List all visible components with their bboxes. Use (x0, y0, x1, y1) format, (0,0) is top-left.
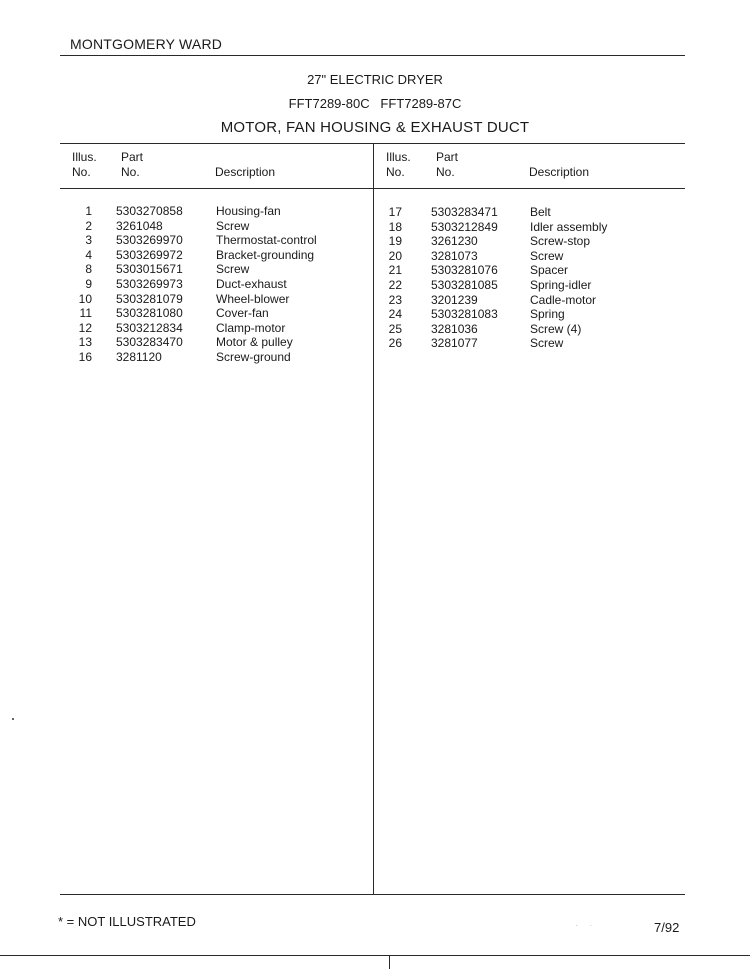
part-number: 3281120 (116, 349, 162, 364)
illus-number: 3 (85, 233, 92, 248)
part-description: Screw-ground (216, 349, 291, 364)
illus-number: 23 (388, 292, 402, 307)
model-numbers: FFT7289-80C FFT7289-87C (288, 96, 462, 111)
right-illus-header: Illus. No. (386, 150, 411, 179)
illus-number: 26 (388, 336, 402, 351)
right-parts-list (0, 205, 750, 351)
part-description: Screw (530, 336, 564, 351)
illus-number: 21 (388, 263, 402, 278)
part-number: 5303283471 (431, 205, 498, 219)
part-number: 5303281080 (116, 306, 183, 321)
page-bottom-tick (389, 955, 390, 969)
right-description-header: Description (529, 165, 590, 179)
part-description: Clamp-motor (216, 320, 286, 335)
part-number: 5303281083 (431, 307, 498, 322)
section-title: MOTOR, FAN HOUSING & EXHAUST DUCT (220, 119, 530, 136)
part-number: 5303015671 (116, 262, 183, 277)
scan-speck (12, 718, 14, 720)
table-bottom-rule (60, 894, 685, 895)
illus-number: 25 (388, 321, 402, 336)
left-description-header: Description (215, 165, 276, 179)
illus-number: 12 (78, 320, 92, 335)
illus-number: 10 (78, 291, 92, 306)
part-number: 5303212834 (116, 320, 183, 335)
illus-number: 19 (388, 234, 402, 249)
illus-number: 1 (85, 204, 92, 218)
table-row (0, 278, 750, 293)
part-description: Screw (216, 218, 250, 233)
table-row (0, 293, 750, 308)
illus-number: 11 (79, 306, 92, 321)
part-number: 5303281085 (431, 277, 498, 292)
part-number: 3281073 (431, 248, 478, 263)
part-description: Belt (530, 205, 551, 219)
part-description: Thermostat-control (216, 233, 317, 248)
part-description: Spacer (530, 263, 569, 278)
header-rule (60, 55, 685, 56)
illus-number: 16 (78, 349, 92, 364)
part-number: 5303269973 (116, 276, 183, 291)
table-row (0, 322, 750, 337)
part-description: Cadle-motor (530, 292, 597, 307)
table-row (0, 249, 750, 264)
table-row (0, 263, 750, 278)
part-number: 5303281079 (116, 291, 183, 306)
scan-smudge: · · (575, 920, 597, 931)
illus-number: 20 (388, 248, 402, 263)
illus-number: 2 (85, 218, 92, 233)
left-part-header: Part No. (121, 150, 144, 179)
illus-number: 8 (85, 262, 92, 277)
part-description: Spring (530, 307, 565, 322)
document-title: 27" ELECTRIC DRYER (307, 72, 443, 87)
part-description: Screw (530, 248, 564, 263)
part-description: Spring-idler (530, 277, 592, 292)
table-row (0, 336, 750, 351)
part-description: Bracket-grounding (216, 247, 315, 262)
part-description: Cover-fan (216, 306, 269, 321)
page-bottom-rule (0, 955, 750, 956)
part-description: Screw-stop (530, 234, 591, 249)
part-number: 5303283470 (116, 335, 183, 350)
part-number: 5303269972 (116, 247, 183, 262)
revision-date: 7/92 (654, 920, 680, 935)
illus-number: 17 (388, 205, 402, 219)
part-description: Screw (216, 262, 250, 277)
part-number: 3261048 (116, 218, 163, 233)
part-description: Idler assembly (530, 219, 608, 234)
part-number: 5303212849 (431, 219, 498, 234)
illus-number: 9 (85, 276, 92, 291)
table-row (0, 350, 373, 365)
illus-number: 13 (78, 335, 92, 350)
illus-number: 22 (388, 277, 402, 292)
part-number: 5303269970 (116, 233, 183, 248)
part-number: 3281036 (431, 321, 478, 336)
part-number: 3281077 (431, 336, 478, 351)
table-row (0, 307, 750, 322)
not-illustrated-note: * = NOT ILLUSTRATED (58, 914, 196, 929)
illus-number: 18 (388, 219, 402, 234)
right-part-header: Part No. (436, 150, 459, 179)
part-description: Duct-exhaust (216, 276, 287, 291)
left-illus-header: Illus. No. (72, 150, 97, 179)
part-number: 5303270858 (116, 204, 183, 218)
brand-name: MONTGOMERY WARD (70, 36, 223, 52)
part-description: Wheel-blower (216, 291, 290, 306)
part-description: Housing-fan (216, 204, 281, 218)
table-row (0, 234, 750, 249)
illus-number: 4 (85, 247, 92, 262)
part-description: Screw (4) (530, 321, 582, 336)
part-description: Motor & pulley (216, 335, 293, 350)
table-row (0, 205, 750, 220)
illus-number: 24 (388, 307, 402, 322)
part-number: 3261230 (431, 234, 478, 249)
table-row (0, 220, 750, 235)
part-number: 3201239 (431, 292, 478, 307)
part-number: 5303281076 (431, 263, 498, 278)
